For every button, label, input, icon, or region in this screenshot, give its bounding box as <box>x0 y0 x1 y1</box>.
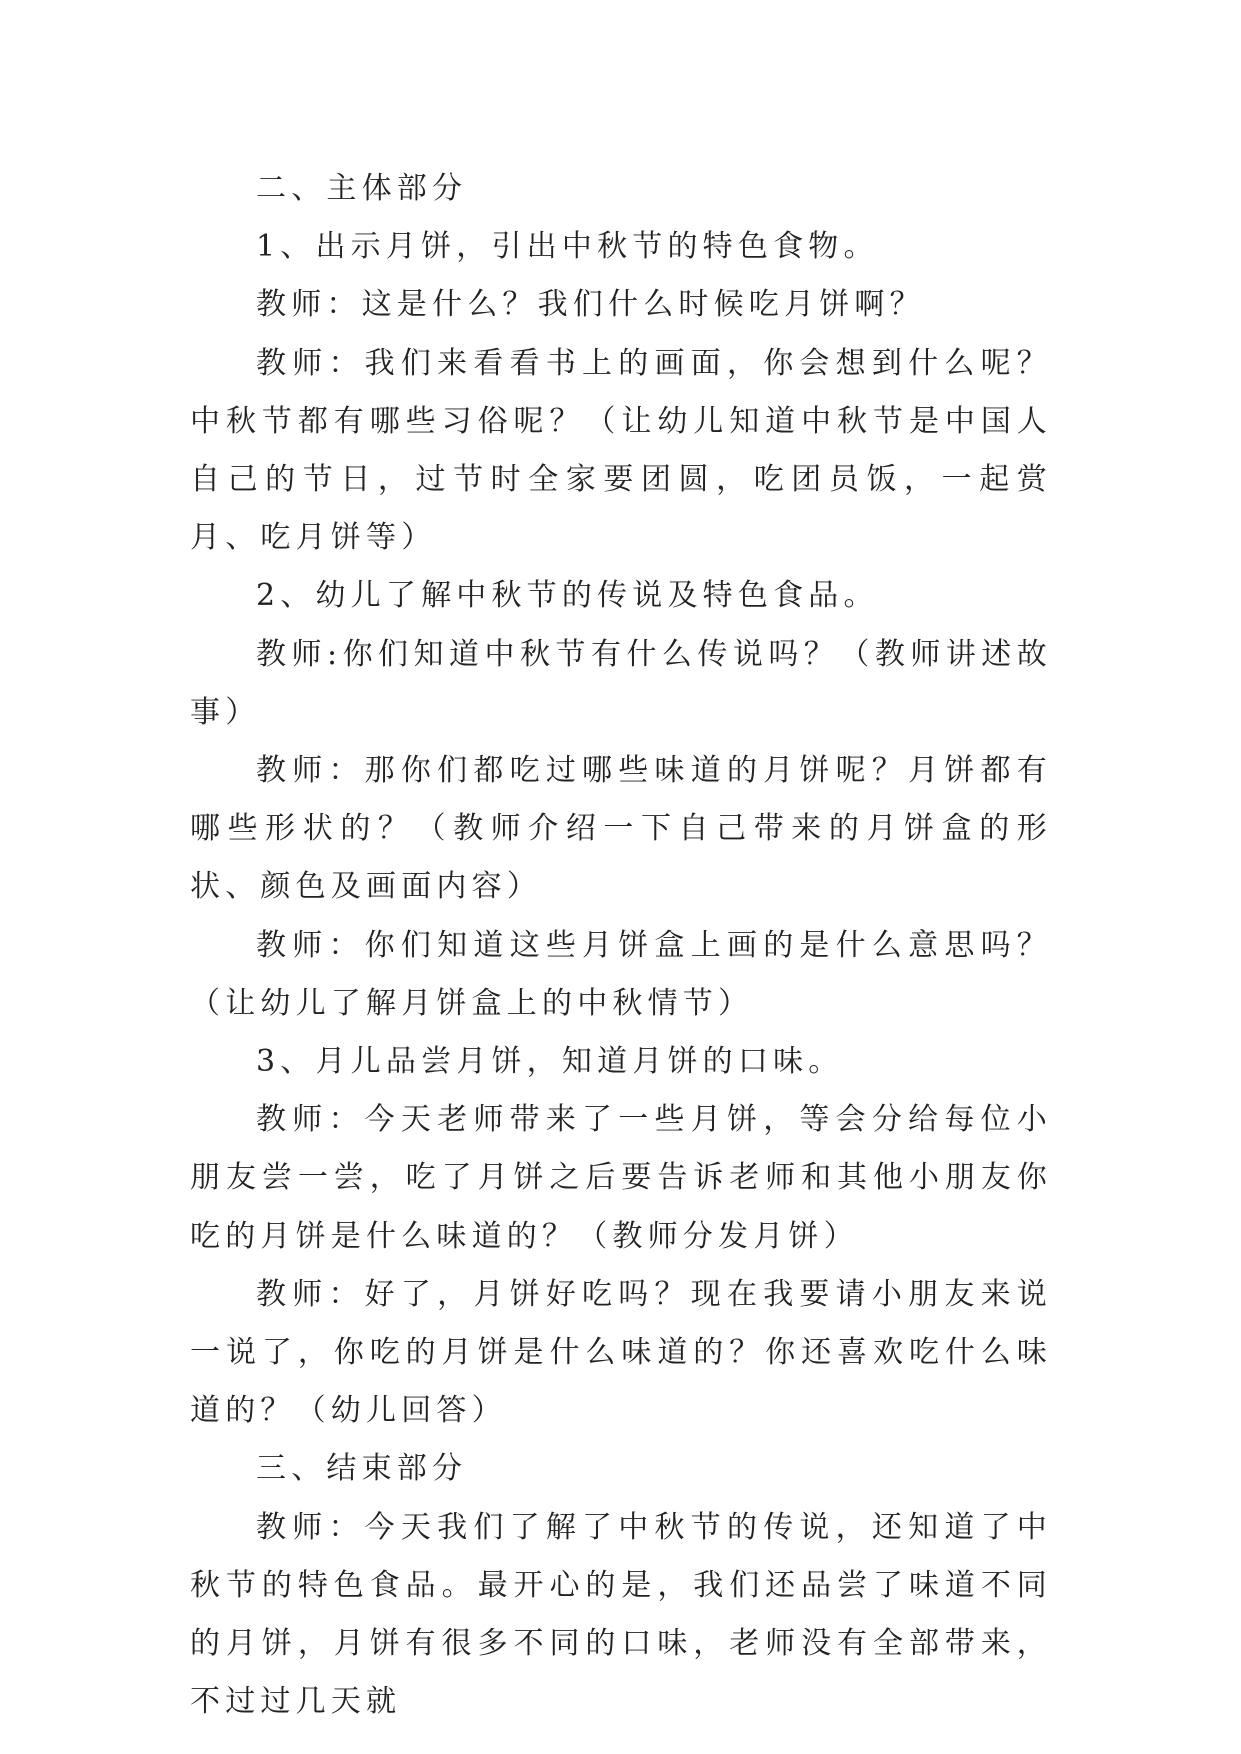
section-heading-main: 二、主体部分 <box>256 171 468 206</box>
document-body <box>190 160 1052 1731</box>
teacher-line: 教师：我们来看看书上的画面，你会想到什么呢？中秋节都有哪些习俗呢？（让幼儿知道中秋节是中国人自己的节日，过节时全家要团圆，吃团员饭，一起赏月、吃月饼等） <box>190 345 1052 556</box>
teacher-line: 教师：那你们都吃过哪些味道的月饼呢？月饼都有哪些形状的？（教师介绍一下自己带来的月饼盒的形状、颜色及画面内容） <box>190 753 1052 905</box>
step-heading-2: 2、幼儿了解中秋节的传说及特色食品。 <box>256 578 879 614</box>
teacher-line: 教师：你们知道这些月饼盒上画的是什么意思吗？（让幼儿了解月饼盒上的中秋情节） <box>190 927 1052 1021</box>
teacher-line: 教师:你们知道中秋节有什么传说吗？（教师讲述故事） <box>190 636 1052 730</box>
teacher-line: 教师：今天我们了解了中秋节的传说，还知道了中秋节的特色食品。最开心的是，我们还品尝了味道不同的月饼，月饼有很多不同的口味，老师没有全部带来，不过过几天就 <box>190 1509 1052 1720</box>
step-heading-3: 3、月儿品尝月饼，知道月饼的口味。 <box>256 1044 844 1080</box>
teacher-line: 教师：今天老师带来了一些月饼，等会分给每位小朋友尝一尝，吃了月饼之后要告诉老师和其他小朋友你吃的月饼是什么味道的？（教师分发月饼） <box>190 1102 1052 1254</box>
teacher-line: 教师：好了，月饼好吃吗？现在我要请小朋友来说一说了，你吃的月饼是什么味道的？你还喜欢吃什么味道的？（幼儿回答） <box>190 1276 1052 1429</box>
teacher-line: 教师：这是什么？我们什么时候吃月饼啊？ <box>256 287 925 323</box>
section-heading-end: 三、结束部分 <box>256 1451 468 1487</box>
step-heading-1: 1、出示月饼，引出中秋节的特色食物。 <box>256 229 879 265</box>
